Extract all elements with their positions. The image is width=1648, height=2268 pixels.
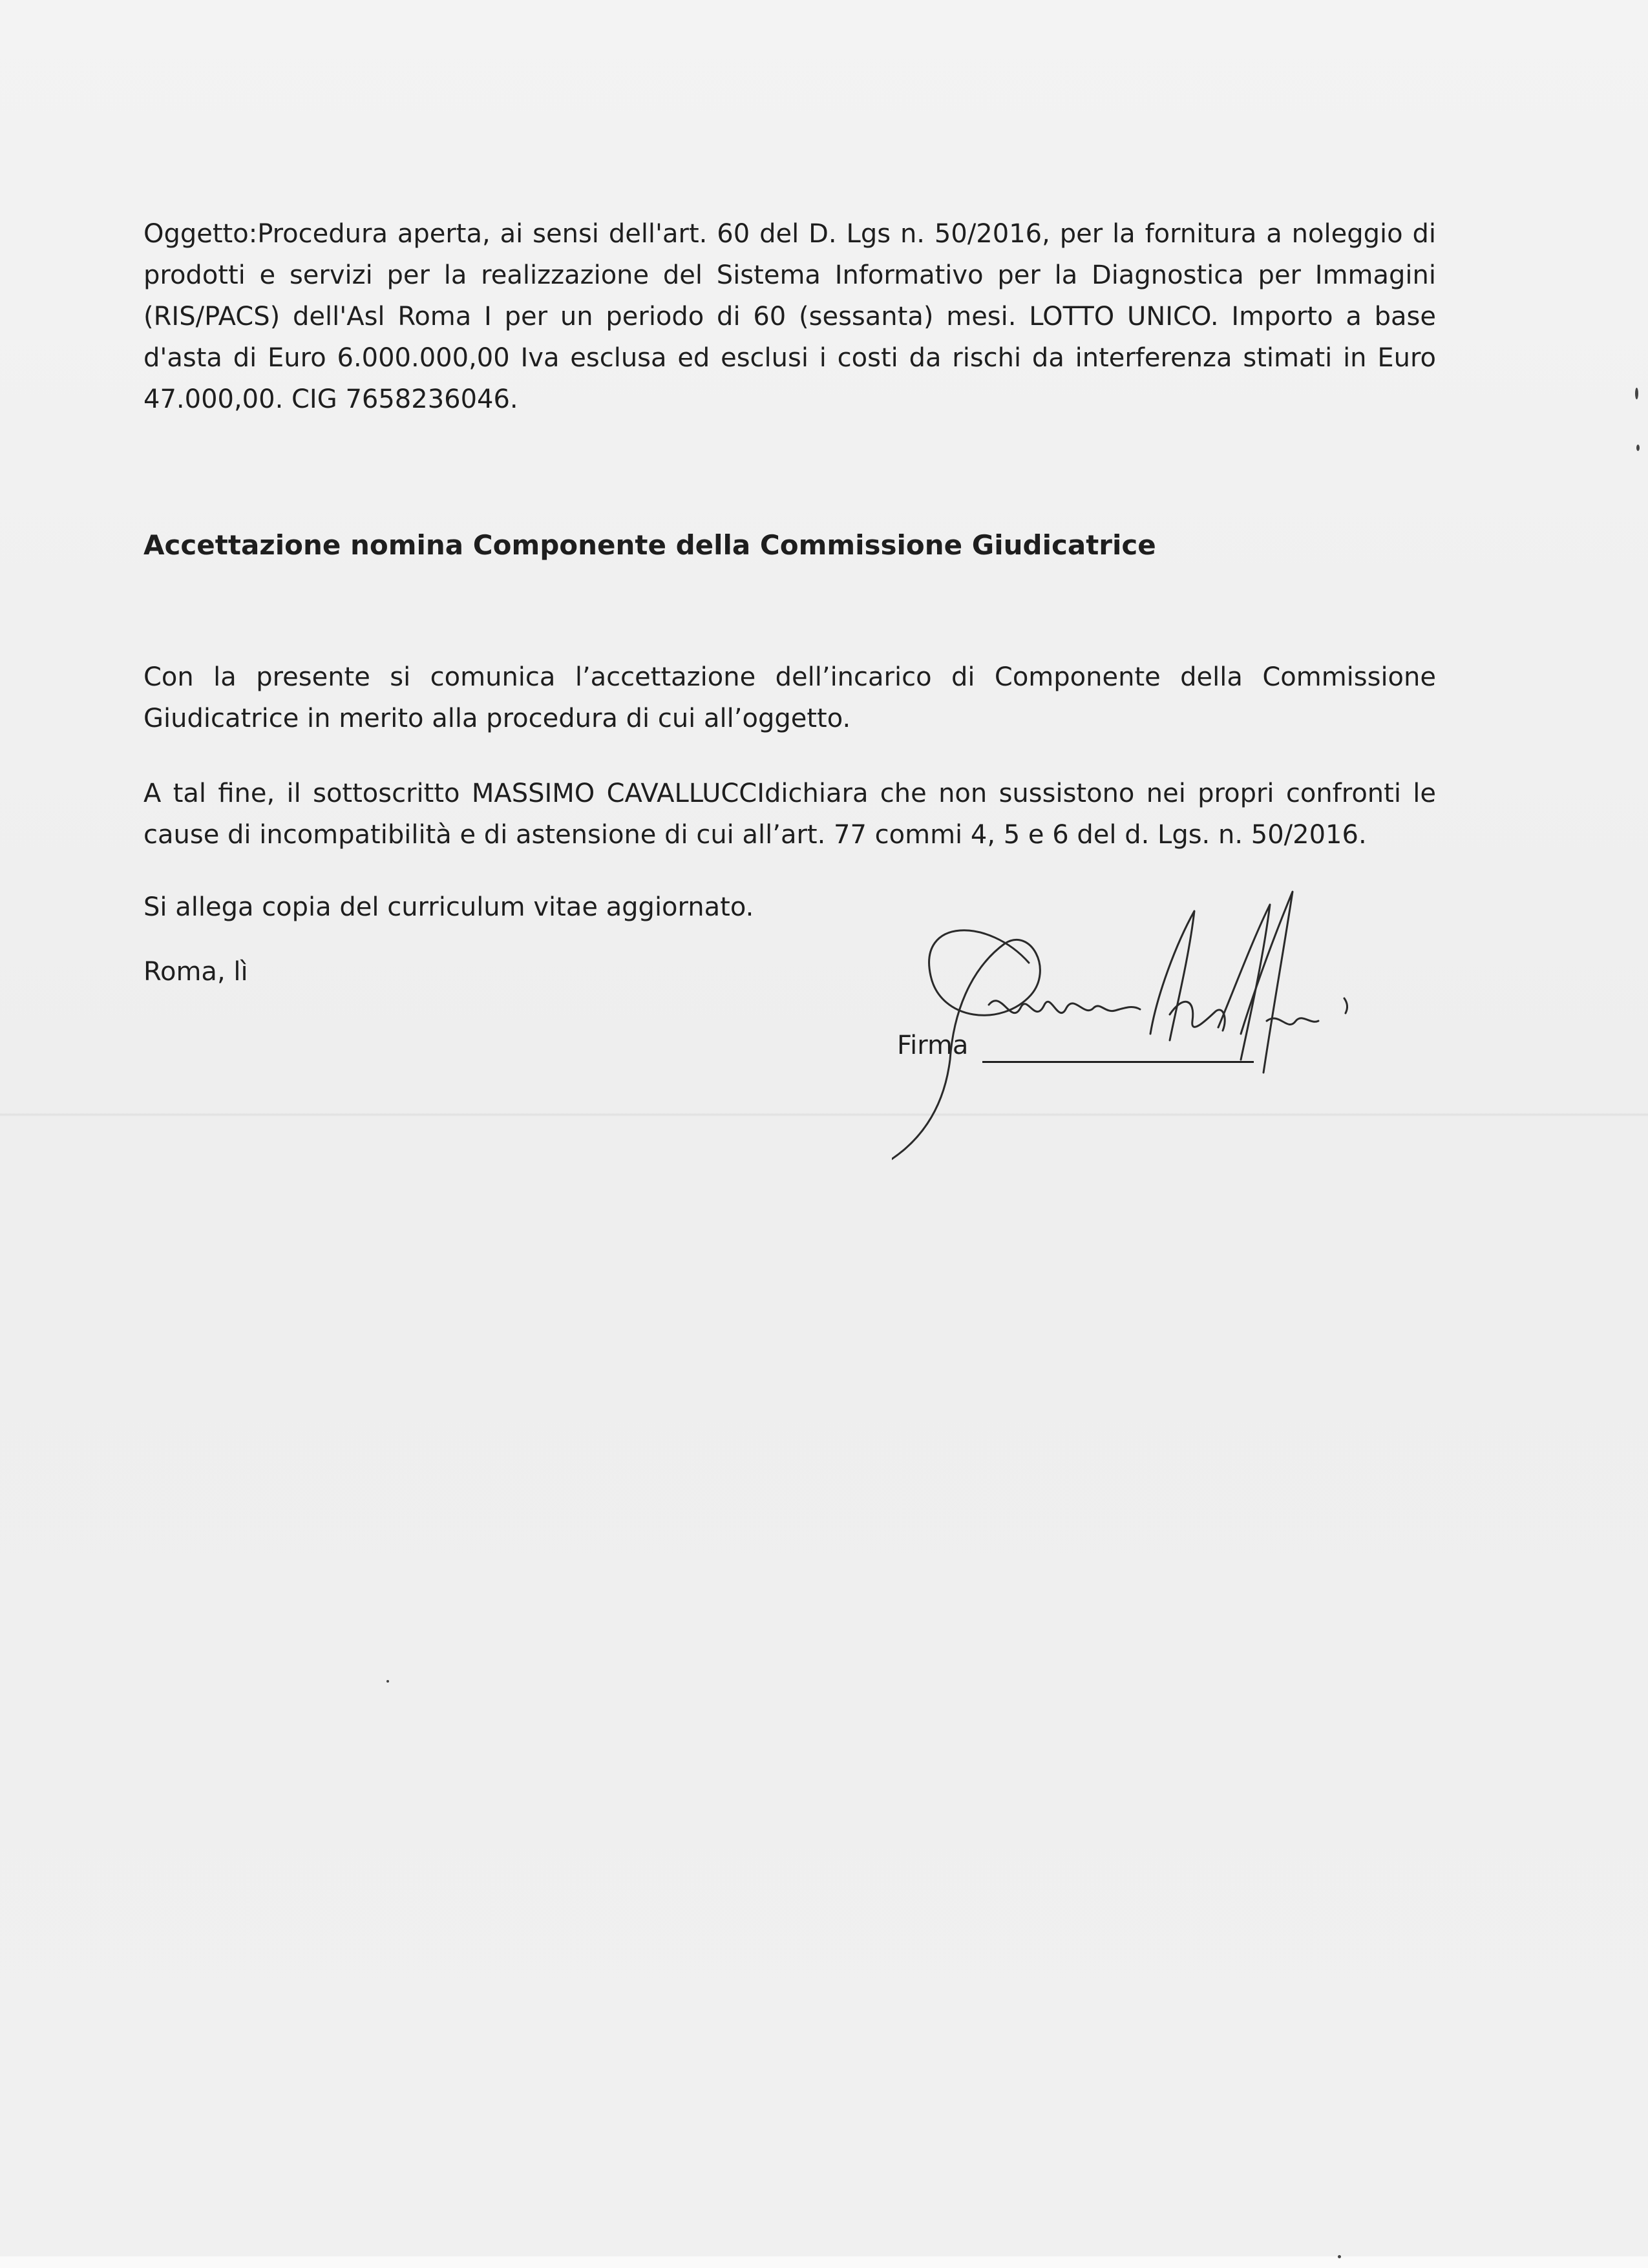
acceptance-paragraph: Con la presente si comunica l’accettazione dell’incarico di Componente della Commissione Giudicatrice in merito alla procedura di cui all’oggetto. xyxy=(143,662,1436,733)
document-heading: Accettazione nomina Componente della Commissione Giudicatrice xyxy=(143,529,1156,561)
signature-label: Firma xyxy=(897,1031,969,1060)
place-date: Roma, lì xyxy=(143,957,248,987)
signature-block xyxy=(892,866,1409,1170)
declaration-paragraph: A tal fine, il sottoscritto MASSIMO CAVALLUCCIdichiara che non sussistono nei propri confronti le cause di incompatibilità e di astensione di cui all’art. 77 commi 4, 5 e 6 del d. Lgs. n. 50/2016. xyxy=(143,779,1436,850)
scan-speck xyxy=(1338,2255,1341,2258)
attachment-note: Si allega copia del curriculum vitae aggiornato. xyxy=(143,892,754,922)
handwritten-signature xyxy=(892,866,1409,1170)
scan-speck xyxy=(1635,388,1638,399)
subject-paragraph: Oggetto:Procedura aperta, ai sensi dell'art. 60 del D. Lgs n. 50/2016, per la fornitura a noleggio di prodotti e servizi per la realizzazione del Sistema Informativo per la Diagnostica per Immagini (RIS/PACS) dell'Asl Roma I per un periodo di 60 (sessanta) mesi. LOTTO UNICO. Importo a base d'asta di Euro 6.000.000,00 Iva esclusa ed esclusi i costi da rischi da interferenza stimati in Euro 47.000,00. CIG 7658236046. xyxy=(143,219,1436,414)
scan-speck xyxy=(386,1680,389,1683)
scan-speck xyxy=(1636,445,1640,451)
page-bottom-edge xyxy=(0,2256,1648,2268)
